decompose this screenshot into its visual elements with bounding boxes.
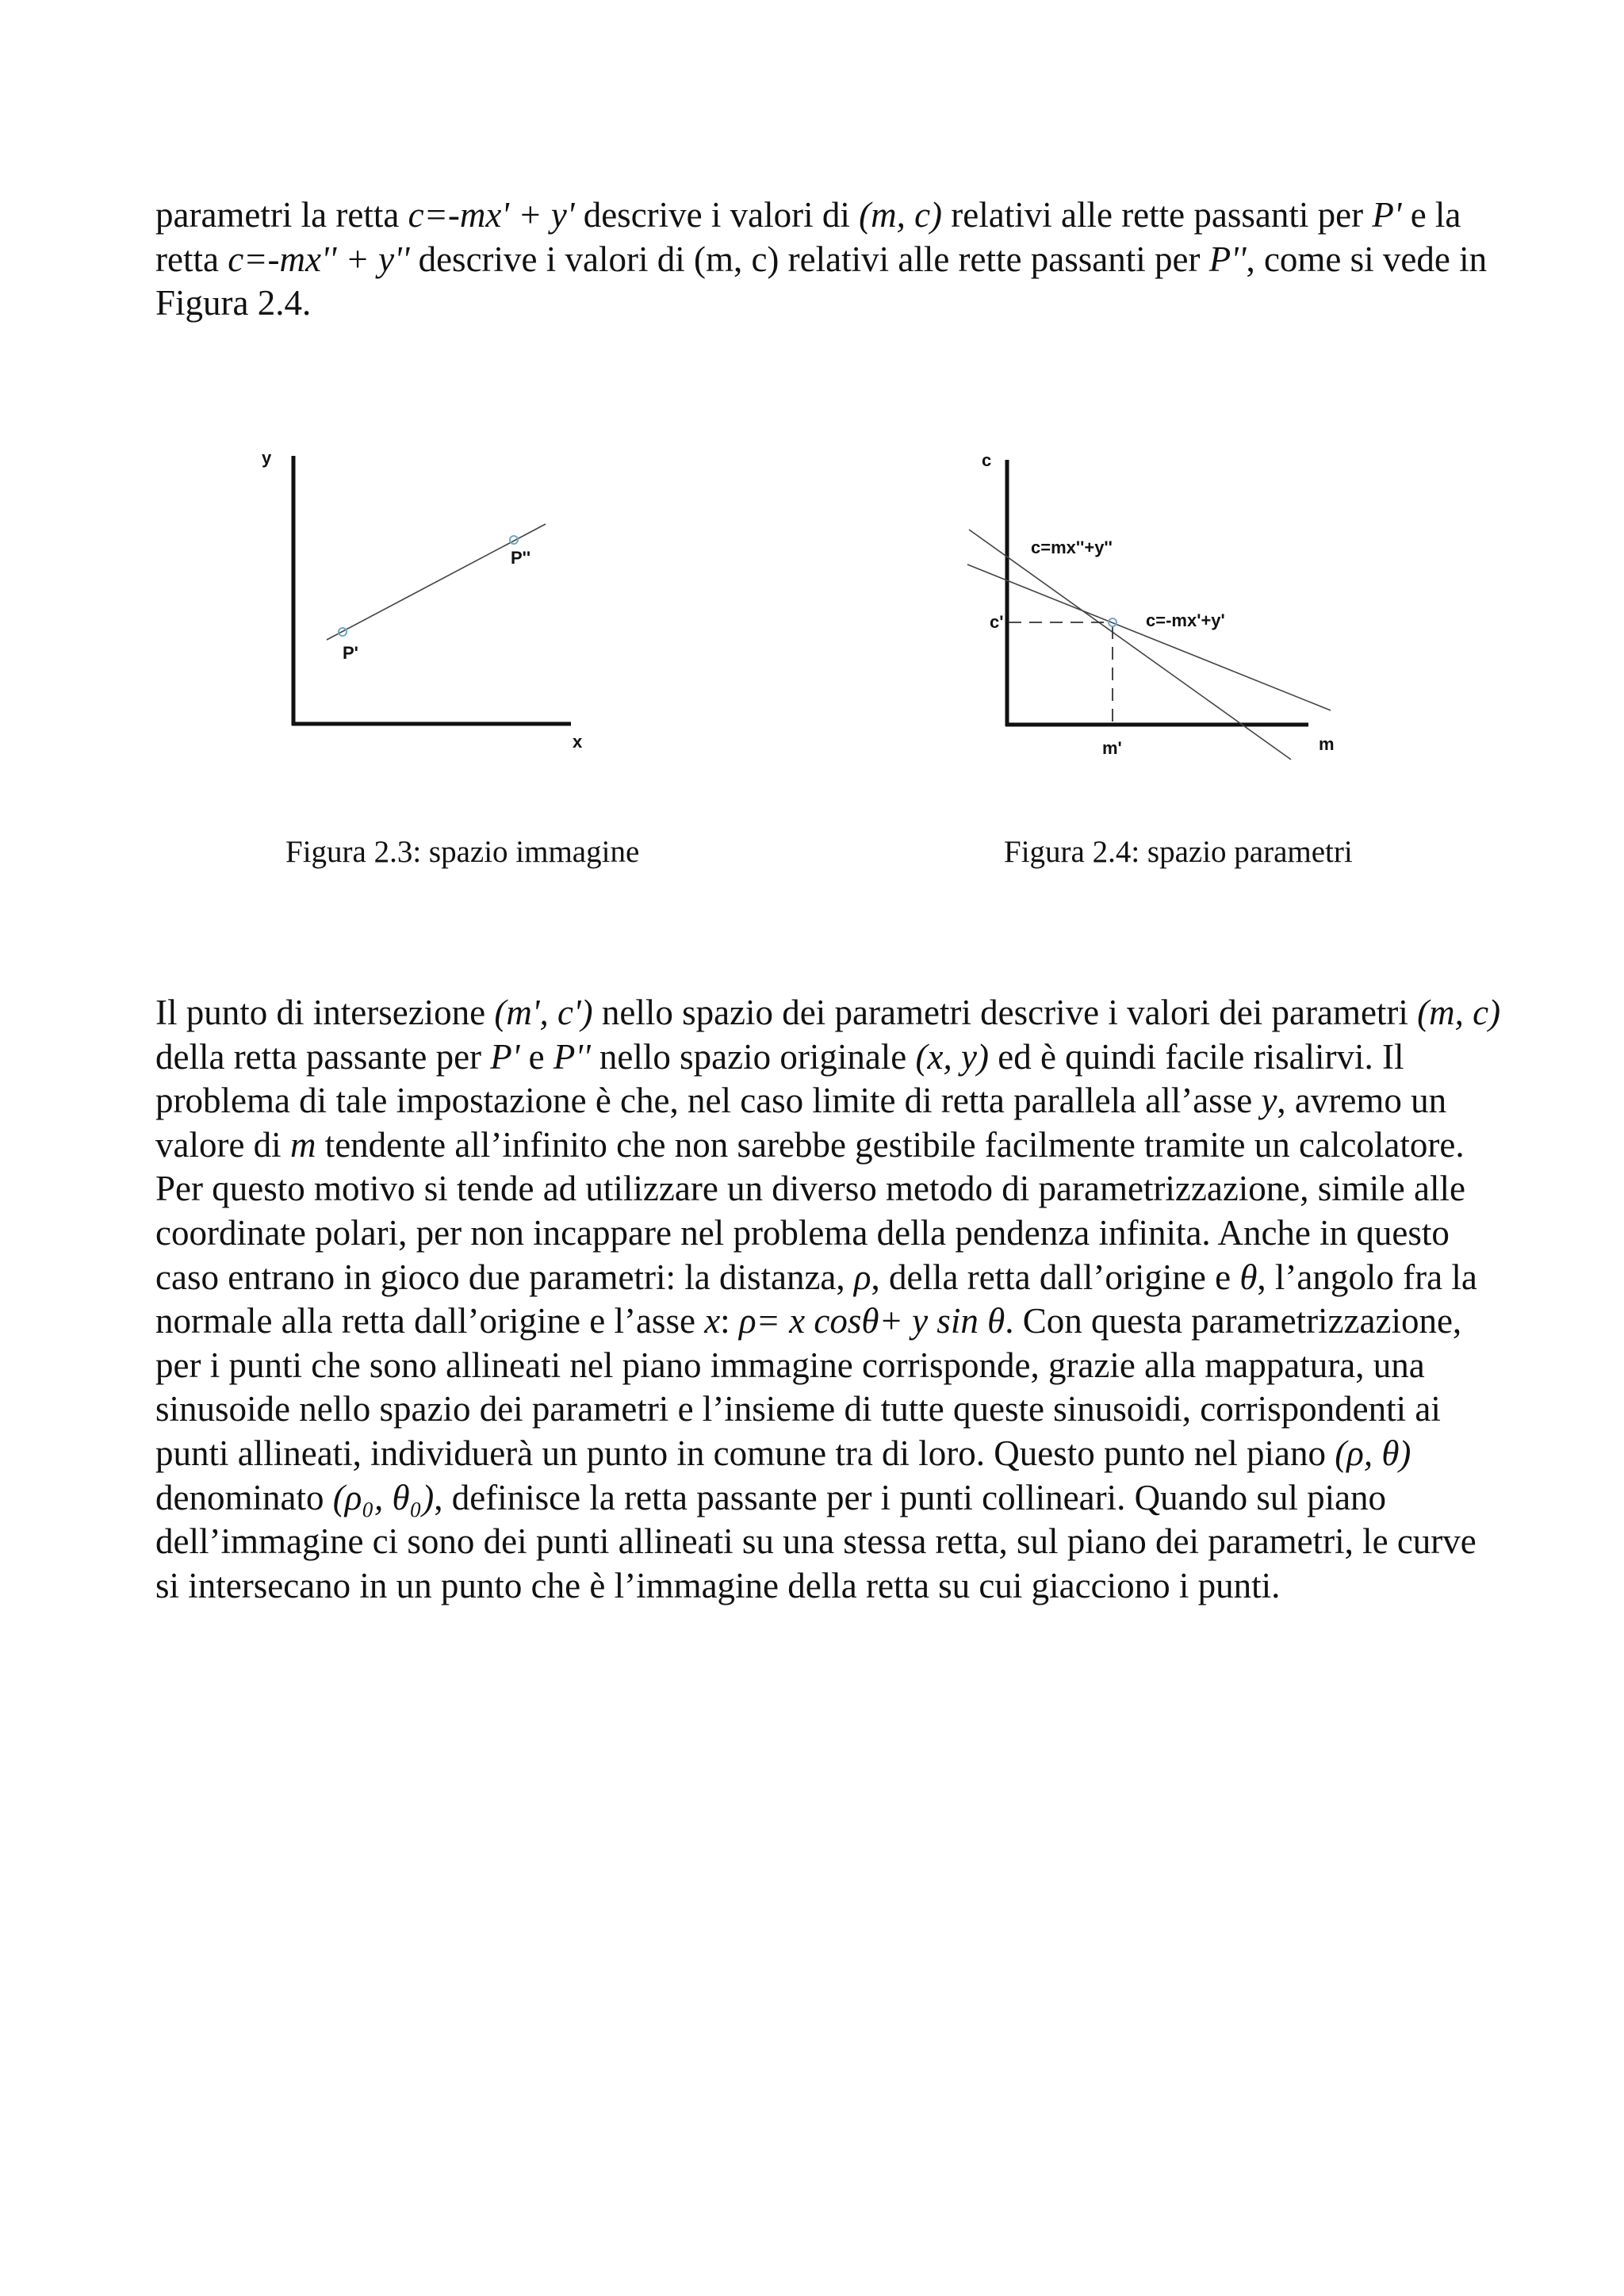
text-run: parametri la retta xyxy=(155,195,408,235)
text-run: , della retta dall’origine e xyxy=(871,1257,1240,1297)
m-axis-label: m xyxy=(1319,734,1335,754)
text-run: : xyxy=(720,1301,739,1341)
italic-run: c=-mx'' + y'' xyxy=(228,239,410,279)
figure-parameter-space xyxy=(952,444,1364,777)
figure-2-4-caption: Figura 2.4: spazio parametri xyxy=(1004,835,1353,869)
text-run: . Con questa parametrizzazione, per i punti che sono allineati nel piano immagine corrisponde, grazie alla mappatura, una sinusoide nello spazio dei parametri e l’insieme di tutte queste sinusoidi, corrispondenti ai punti allineati, individuerà un punto in comune tra di loro. Questo punto nel piano xyxy=(155,1301,1462,1473)
c-prime-label: c' xyxy=(990,612,1004,632)
image-space-diagram xyxy=(238,440,619,773)
line-c-mx1-y1-label: c=-mx'+y' xyxy=(1146,610,1225,630)
italic-run: P' xyxy=(1372,195,1402,235)
line-through-points xyxy=(327,524,546,640)
text-run: , l’angolo fra la normale alla retta dall’origine e l’asse xyxy=(155,1257,1477,1341)
c-axis-label: c xyxy=(982,450,992,470)
text-run: , avremo un valore di xyxy=(155,1081,1447,1165)
italic-run: ρ= x cosθ+ y sin θ xyxy=(738,1301,1005,1341)
y-axis-label: y xyxy=(262,448,272,468)
text-run: tendente all’infinito che non sarebbe gestibile facilmente tramite un calcolatore. Per questo motivo si tende ad utilizzare un diverso metodo di parametrizzazione, simile alle coordinate polari, per non incappare nel problema della pendenza infinita. Anche in questo caso entrano in gioco due parametri: la distanza, xyxy=(155,1124,1465,1297)
text-run: e la retta xyxy=(155,195,1461,279)
p-prime-label: P' xyxy=(343,643,358,663)
body-paragraph-top xyxy=(155,193,1503,326)
p-double-prime-label: P'' xyxy=(511,548,531,568)
italic-run: m xyxy=(289,1124,316,1165)
line-c-mx2-y2-label: c=mx''+y'' xyxy=(1031,538,1113,557)
text-run: nello spazio originale xyxy=(590,1036,916,1077)
figure-image-space xyxy=(238,440,619,773)
italic-run: θ xyxy=(1239,1257,1258,1297)
italic-run: c=-mx' + y' xyxy=(408,195,575,235)
m-prime-label: m' xyxy=(1102,738,1122,758)
line-c-mx1-y1 xyxy=(967,564,1331,710)
italic-run: (x, y) xyxy=(915,1036,989,1077)
italic-run: (ρ₀, θ₀) xyxy=(332,1477,435,1517)
text-run: descrive i valori di xyxy=(574,195,860,235)
italic-run: P' xyxy=(490,1036,520,1077)
italic-run: (m, c) xyxy=(859,195,943,235)
text-run: relativi alle rette passanti per xyxy=(942,195,1373,235)
italic-run: (ρ, θ) xyxy=(1335,1433,1411,1473)
text-run: e xyxy=(519,1036,553,1077)
italic-run: y xyxy=(1261,1081,1277,1121)
italic-run: P'' xyxy=(1208,239,1247,279)
text-run: nello spazio dei parametri descrive i valori dei parametri xyxy=(592,993,1418,1032)
italic-run: (m', c') xyxy=(494,993,593,1032)
text-run: Il punto di intersezione xyxy=(155,993,495,1032)
x-axis-label: x xyxy=(573,732,583,752)
text-run: della retta passante per xyxy=(155,1036,491,1077)
italic-run: (m, c) xyxy=(1417,993,1501,1032)
text-run: denominato xyxy=(155,1477,333,1517)
body-paragraph-main xyxy=(155,991,1503,1608)
italic-run: x xyxy=(704,1301,721,1341)
figure-2-3-caption: Figura 2.3: spazio immagine xyxy=(285,835,640,869)
text-run: , definisce la retta passante per i punti collineari. Quando sul piano dell’immagine ci sono dei punti allineati su una stessa retta, sul piano dei parametri, le curve si intersecano in un punto che è l’immagine della retta su cui giacciono i punti. xyxy=(155,1477,1477,1605)
italic-run: ρ xyxy=(853,1257,871,1297)
parameter-space-diagram xyxy=(952,444,1364,777)
text-run: , come si vede in Figura 2.4. xyxy=(155,239,1488,323)
italic-run: P'' xyxy=(553,1036,591,1077)
text-run: ed è quindi facile risalirvi. Il problema di tale impostazione è che, nel caso limite di retta parallela all’asse xyxy=(155,1036,1404,1121)
text-run: descrive i valori di (m, c) relativi alle rette passanti per xyxy=(409,239,1209,279)
